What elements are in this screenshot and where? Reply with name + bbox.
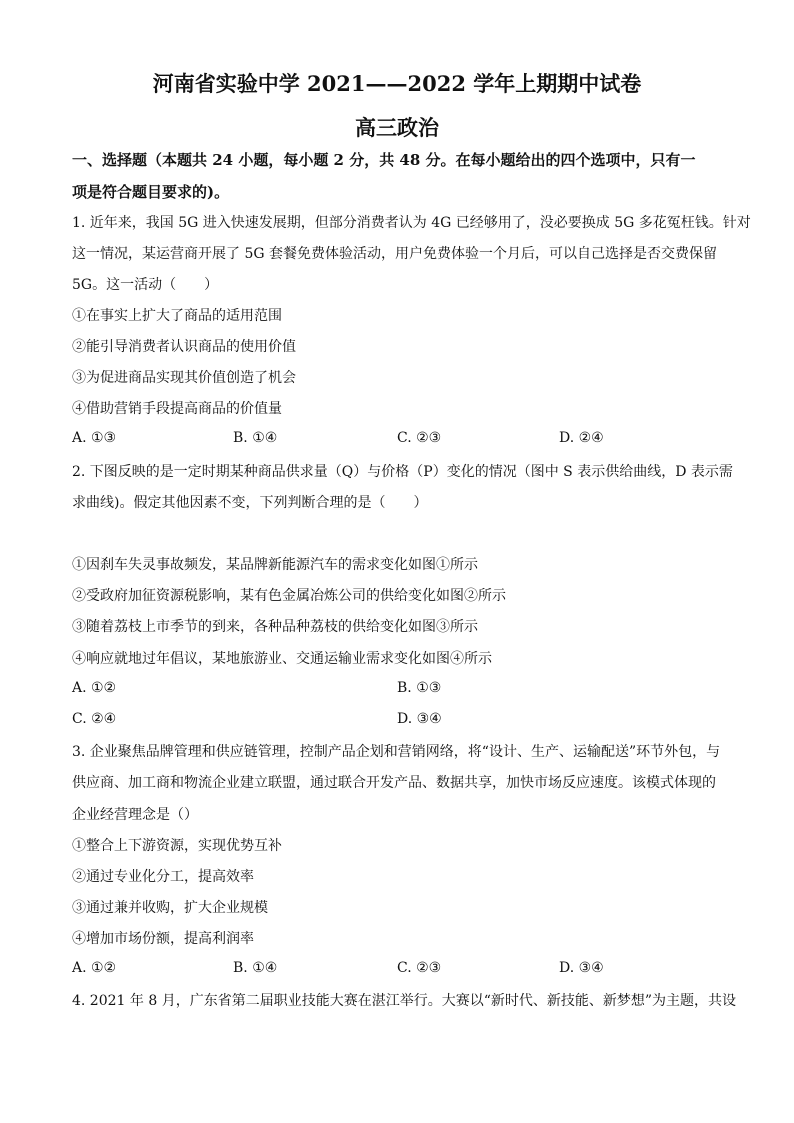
q2-item-2: ②受政府加征资源税影响，某有色金属冶炼公司的供给变化如图②所示 — [72, 588, 506, 604]
q1-option-b[interactable]: B. ①④ — [233, 430, 278, 446]
q3-item-3: ③通过兼并收购，扩大企业规模 — [72, 900, 268, 916]
q2-option-a[interactable]: A. ①② — [72, 680, 117, 696]
q1-option-d[interactable]: D. ②④ — [559, 430, 604, 446]
q3-item-2: ②通过专业化分工，提高效率 — [72, 869, 254, 885]
q3-stem-line3: 企业经营理念是（） — [72, 807, 198, 823]
q3-options — [72, 960, 732, 980]
q3-item-1: ①整合上下游资源，实现优势互补 — [72, 838, 282, 854]
q1-options — [72, 430, 732, 450]
q2-options-row1 — [72, 680, 732, 700]
q3-item-4: ④增加市场份额，提高利润率 — [72, 931, 254, 947]
q3-stem-line1: 3. 企业聚焦品牌管理和供应链管理，控制产品企划和营销网络，将“设计、生产、运输配送”环节外包，与 — [72, 744, 721, 760]
q4-stem-line1: 4. 2021 年 8 月，广东省第二届职业技能大赛在湛江举行。大赛以“新时代、新技能、新梦想”为主题，共设 — [72, 993, 737, 1009]
q2-item-3: ③随着荔枝上市季节的到来，各种品种荔枝的供给变化如图③所示 — [72, 619, 478, 635]
q1-item-1: ①在事实上扩大了商品的适用范围 — [72, 308, 282, 324]
q2-item-1: ①因刹车失灵事故频发，某品牌新能源汽车的需求变化如图①所示 — [72, 557, 478, 573]
q2-option-d[interactable]: D. ③④ — [397, 711, 442, 727]
q1-option-a[interactable]: A. ①③ — [72, 430, 117, 446]
q1-option-c[interactable]: C. ②③ — [397, 430, 442, 446]
q2-option-b[interactable]: B. ①③ — [397, 680, 442, 696]
q1-item-2: ②能引导消费者认识商品的使用价值 — [72, 339, 296, 355]
q2-stem-line1: 2. 下图反映的是一定时期某种商品供求量（Q）与价格（P）变化的情况（图中 S 表示供给曲线，D 表示需 — [72, 464, 733, 480]
q3-option-c[interactable]: C. ②③ — [397, 960, 442, 976]
q3-option-b[interactable]: B. ①④ — [233, 960, 278, 976]
q2-item-4: ④响应就地过年倡议，某地旅游业、交通运输业需求变化如图④所示 — [72, 651, 492, 667]
q1-item-3: ③为促进商品实现其价值创造了机会 — [72, 370, 296, 386]
q3-option-a[interactable]: A. ①② — [72, 960, 117, 976]
q2-options-row2 — [72, 711, 732, 731]
q1-stem-line2: 这一情况，某运营商开展了 5G 套餐免费体验活动，用户免费体验一个月后，可以自己选择是否交费保留 — [72, 246, 717, 262]
q1-stem-line1: 1. 近年来，我国 5G 进入快速发展期，但部分消费者认为 4G 已经够用了，没必要换成 5G 多花冤枉钱。针对 — [72, 215, 751, 231]
exam-subtitle: 高三政治 — [355, 115, 439, 140]
section-heading-line1: 一、选择题（本题共 24 小题，每小题 2 分，共 48 分。在每小题给出的四个选项中，只有一 — [72, 151, 696, 169]
q1-item-4: ④借助营销手段提高商品的价值量 — [72, 401, 282, 417]
q2-option-c[interactable]: C. ②④ — [72, 711, 117, 727]
q3-stem-line2: 供应商、加工商和物流企业建立联盟，通过联合开发产品、数据共享，加快市场反应速度。该模式体现的 — [72, 775, 716, 791]
q3-option-d[interactable]: D. ③④ — [559, 960, 604, 976]
section-heading-line2: 项是符合题目要求的)。 — [72, 183, 230, 201]
q2-stem-line2: 求曲线)。假定其他因素不变，下列判断合理的是（ ） — [72, 495, 428, 511]
q1-stem-line3: 5G。这一活动（ ） — [72, 277, 219, 293]
exam-title: 河南省实验中学 2021——2022 学年上期期中试卷 — [152, 71, 642, 96]
